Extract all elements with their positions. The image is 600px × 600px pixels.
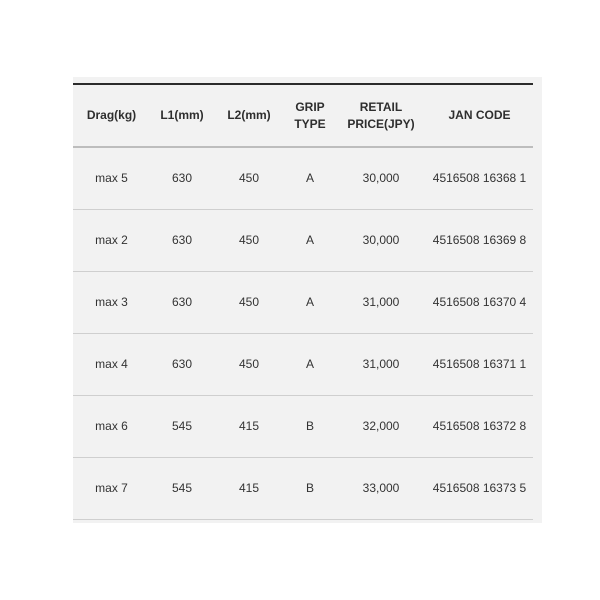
cell-drag: max 6	[73, 395, 150, 457]
cell-grip: B	[284, 395, 336, 457]
cell-drag: max 2	[73, 209, 150, 271]
cell-price: 33,000	[336, 457, 426, 519]
cell-jan: 4516508 16371 1	[426, 333, 533, 395]
cell-price: 31,000	[336, 271, 426, 333]
cell-l1: 630	[150, 147, 214, 209]
cell-price: 30,000	[336, 147, 426, 209]
header-retail-price: RETAIL PRICE(JPY)	[336, 84, 426, 147]
cell-jan: 4516508 16372 8	[426, 395, 533, 457]
cell-grip: A	[284, 271, 336, 333]
cell-grip: A	[284, 147, 336, 209]
cell-l1: 630	[150, 209, 214, 271]
cell-jan: 4516508 16369 8	[426, 209, 533, 271]
table-row	[73, 271, 533, 333]
cell-l2: 450	[214, 209, 284, 271]
cell-grip: B	[284, 457, 336, 519]
table-row	[73, 147, 533, 209]
table-row	[73, 209, 533, 271]
cell-price: 30,000	[336, 209, 426, 271]
cell-l1: 630	[150, 271, 214, 333]
spec-table	[73, 83, 533, 520]
header-jan-code: JAN CODE	[426, 84, 533, 147]
cell-drag: max 7	[73, 457, 150, 519]
table-row	[73, 395, 533, 457]
cell-drag: max 3	[73, 271, 150, 333]
cell-price: 32,000	[336, 395, 426, 457]
cell-l1: 545	[150, 457, 214, 519]
cell-grip: A	[284, 209, 336, 271]
table-body	[73, 147, 533, 519]
cell-l2: 415	[214, 395, 284, 457]
header-l2: L2(mm)	[214, 84, 284, 147]
table-row	[73, 333, 533, 395]
cell-drag: max 5	[73, 147, 150, 209]
header-row	[73, 84, 533, 147]
header-l1: L1(mm)	[150, 84, 214, 147]
cell-jan: 4516508 16370 4	[426, 271, 533, 333]
spec-table-panel	[73, 77, 542, 523]
cell-l2: 415	[214, 457, 284, 519]
cell-price: 31,000	[336, 333, 426, 395]
cell-jan: 4516508 16368 1	[426, 147, 533, 209]
table-header	[73, 84, 533, 147]
cell-jan: 4516508 16373 5	[426, 457, 533, 519]
cell-grip: A	[284, 333, 336, 395]
cell-drag: max 4	[73, 333, 150, 395]
cell-l1: 545	[150, 395, 214, 457]
table-row	[73, 457, 533, 519]
cell-l2: 450	[214, 333, 284, 395]
cell-l1: 630	[150, 333, 214, 395]
header-grip-type: GRIP TYPE	[284, 84, 336, 147]
header-drag: Drag(kg)	[73, 84, 150, 147]
cell-l2: 450	[214, 147, 284, 209]
cell-l2: 450	[214, 271, 284, 333]
